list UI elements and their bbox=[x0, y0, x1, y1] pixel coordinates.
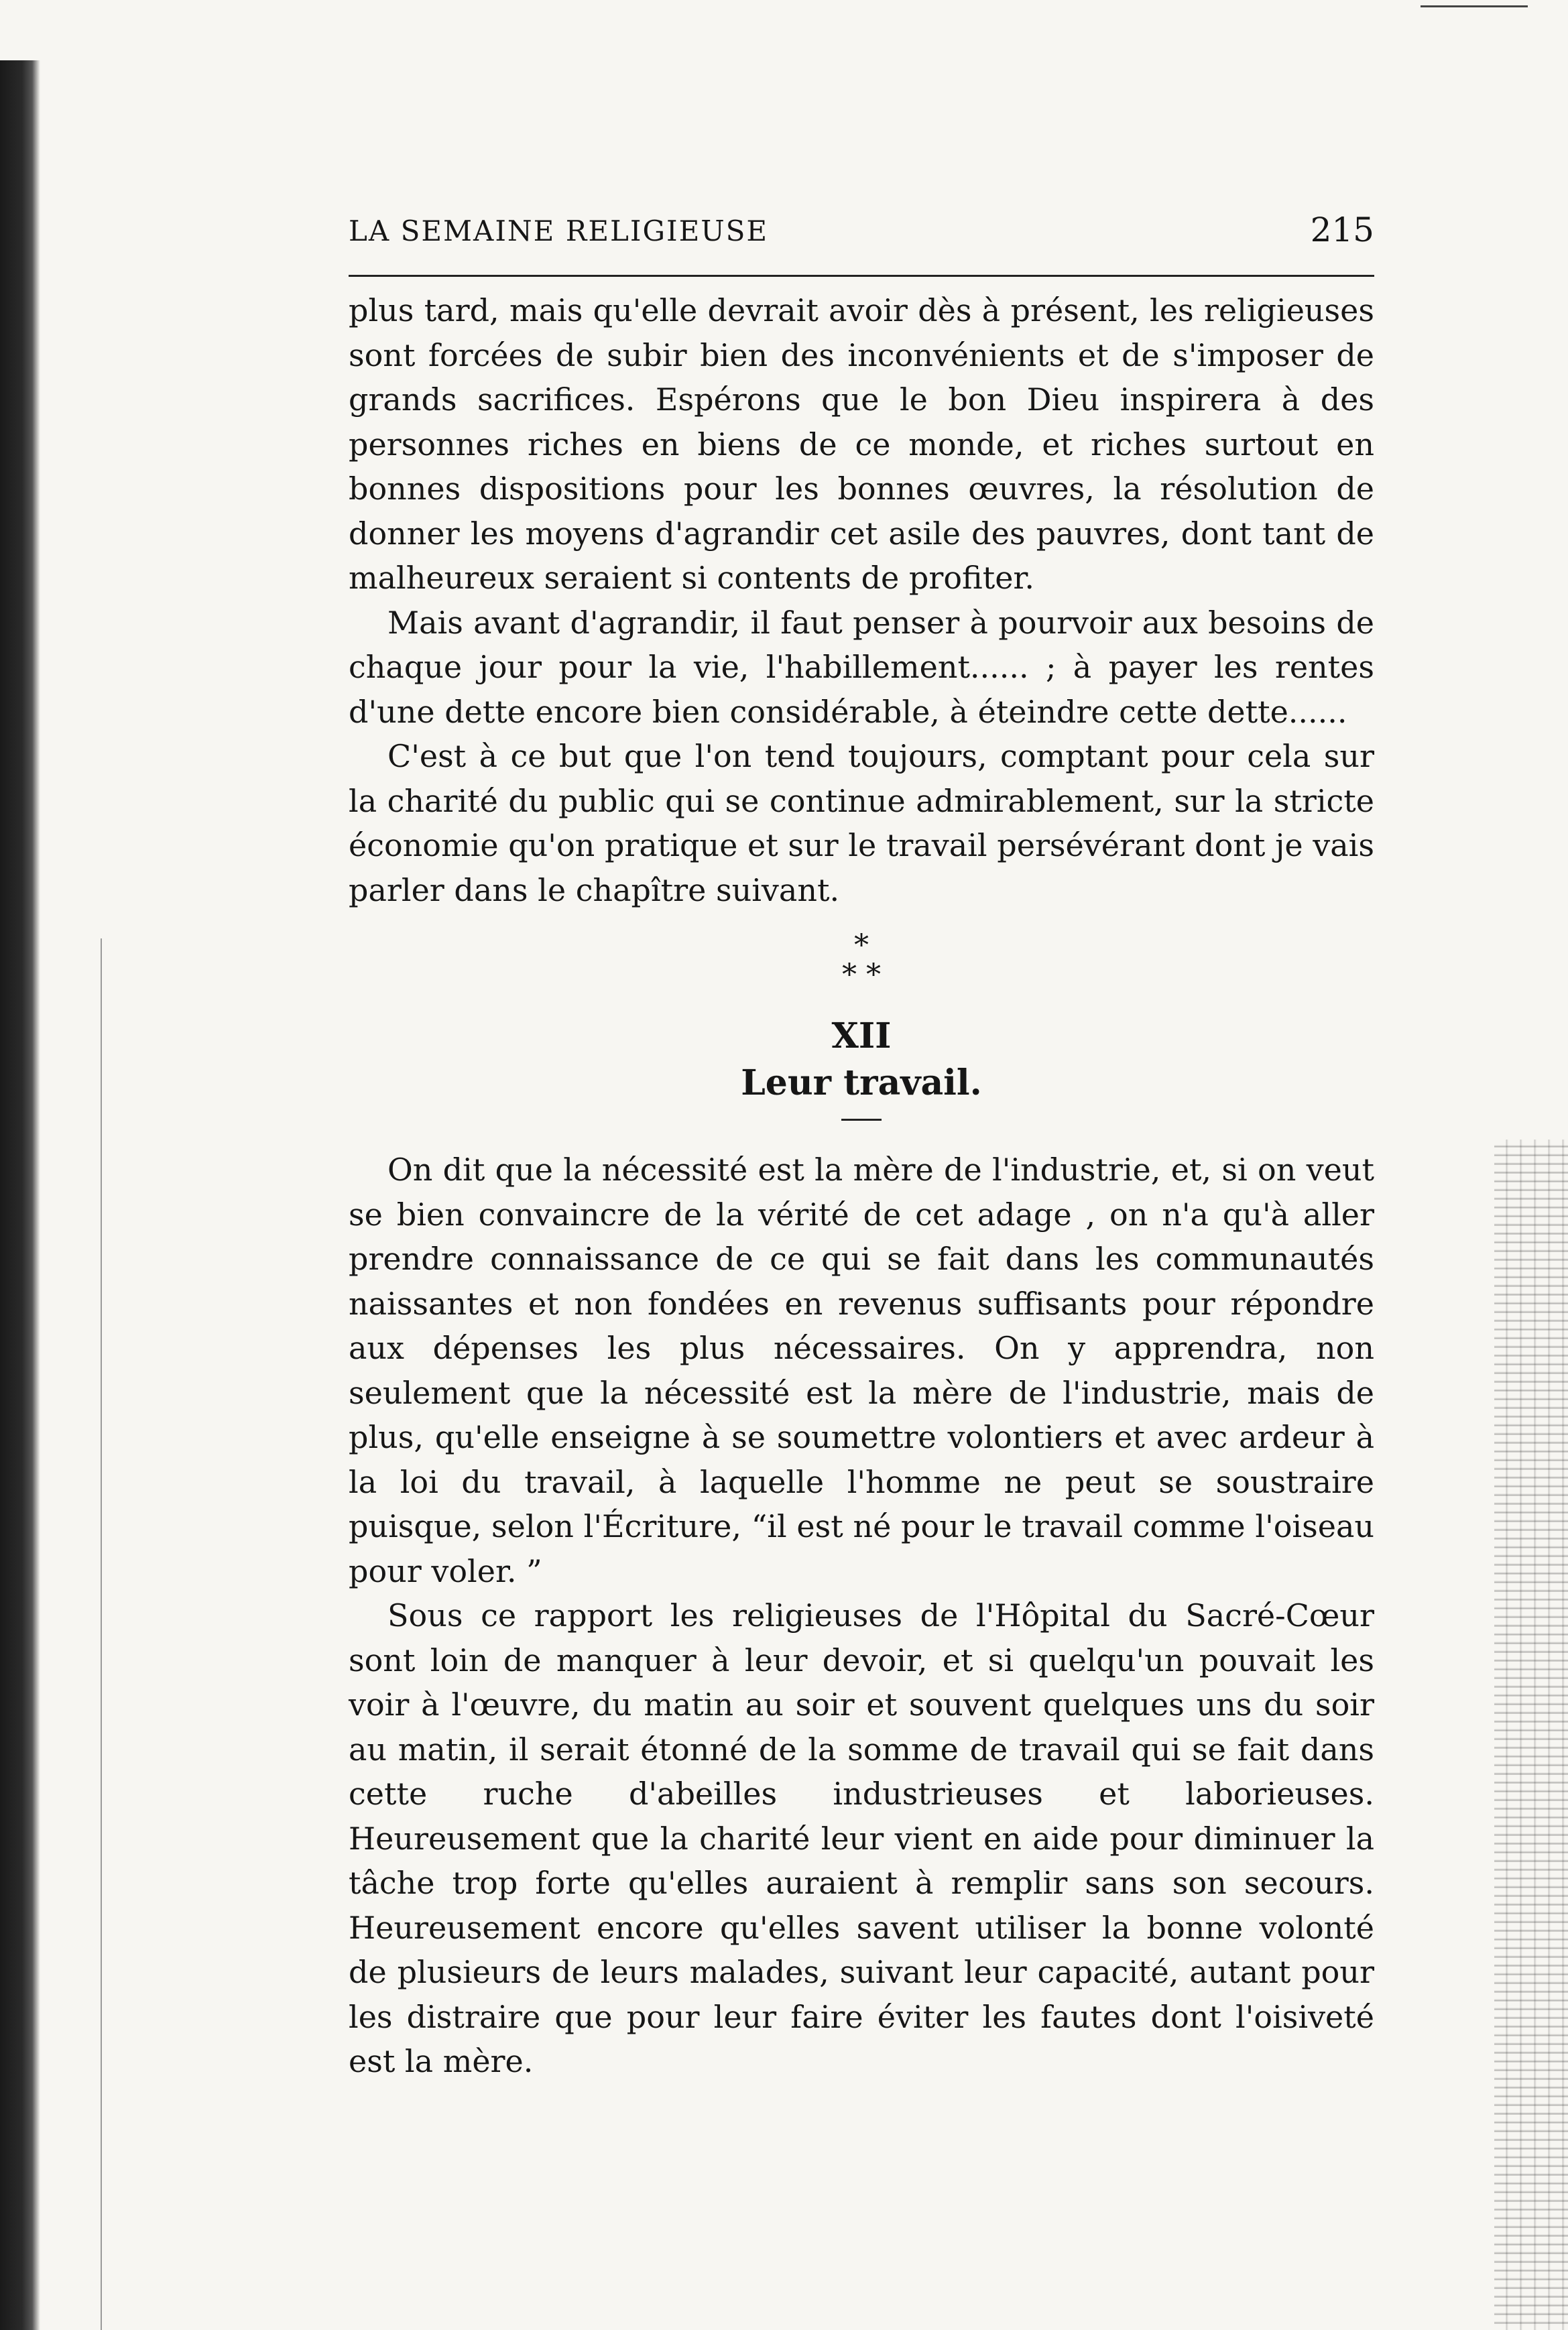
scan-bleed-through bbox=[1494, 1140, 1568, 2330]
chapter-title: Leur travail. bbox=[741, 1062, 982, 1103]
paragraph: On dit que la nécessité est la mère de l'industrie, et, si on veut se bien convaincre de la vérité de cet adage , on n'a qu'à aller prendre connaissance de ce qui se fait dans les communautés naissantes et non fondées en revenus suffisants pour répondre aux dépenses les plus nécessaires. On y apprendra, non seulement que la nécessité est la mère de l'industrie, mais de plus, qu'elle enseigne à se soumettre volontiers et avec ardeur à la loi du travail, à laquelle l'homme ne peut se soustraire puisque, selon l'Écriture, “il est né pour le travail comme l'oiseau pour voler. ” bbox=[349, 1152, 1374, 1589]
chapter-number: XII bbox=[831, 1016, 892, 1056]
page-number: 215 bbox=[1310, 210, 1374, 249]
paragraph: plus tard, mais qu'elle devrait avoir dès à présent, les religieuses sont forcées de subir bien des inconvénients et de s'imposer de grands sacrifices. Espérons que le bon Dieu inspirera à des personnes riches en biens de ce monde, et riches surtout en bonnes dispositions pour les bonnes œuvres, la résolution de donner les moyens d'agrandir cet asile des pauvres, dont tant de malheureux seraient si contents de profiter. bbox=[349, 292, 1374, 596]
paragraph: Mais avant d'agrandir, il faut penser à pourvoir aux besoins de chaque jour pour la vie, l'habillement...... ; à payer les rentes d'une dette encore bien considérable, à éteindre cette dette...... bbox=[349, 604, 1374, 730]
chapter-rule bbox=[841, 1119, 882, 1121]
paragraph: Sous ce rapport les religieuses de l'Hôpital du Sacré-Cœur sont loin de manquer à leur devoir, et si quelqu'un pouvait les voir à l'œuvre, du matin au soir et souvent quelques uns du soir au matin, il serait étonné de la somme de travail qui se fait dans cette ruche d'abeilles industrieuses et laborieuses. Heureusement que la charité leur vient en aide pour diminuer la tâche trop forte qu'elles auraient à remplir sans son secours. Heureusement encore qu'elles savent utiliser la bonne volonté de plusieurs de leurs malades, suivant leur capacité, autant pour les distraire que pour leur faire éviter les fautes dont l'oisiveté est la mère. bbox=[349, 1597, 1374, 2079]
section-ornament: * * * bbox=[842, 928, 881, 992]
paragraph: C'est à ce but que l'on tend toujours, comptant pour cela sur la charité du public qui se continue admirablement, sur la stricte économie qu'on pratique et sur le travail persévérant dont je vais parler dans le chapître suivant. bbox=[349, 738, 1374, 908]
scan-corner-mark bbox=[1421, 5, 1528, 7]
chapter-text bbox=[349, 1148, 1374, 2084]
page-header bbox=[349, 210, 1374, 255]
page-body bbox=[349, 288, 1374, 2084]
running-title: LA SEMAINE RELIGIEUSE bbox=[349, 214, 769, 247]
scan-gutter-line bbox=[101, 938, 102, 2330]
header-rule bbox=[349, 275, 1374, 277]
scan-binding-edge bbox=[0, 60, 40, 2330]
